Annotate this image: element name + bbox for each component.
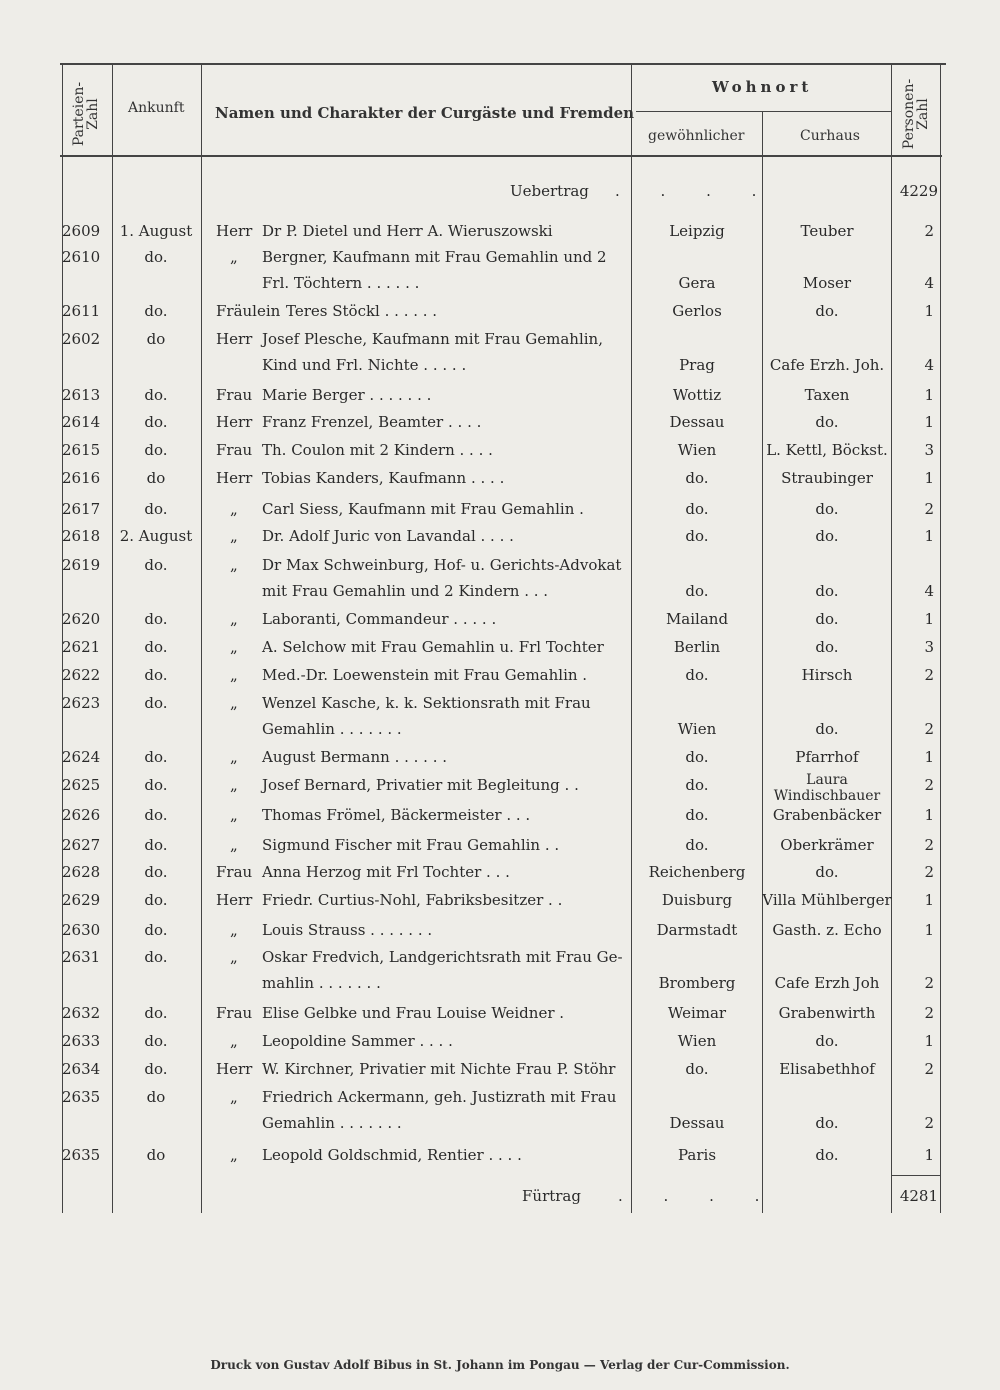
guest-title: Frau	[216, 386, 253, 404]
home-town: do.	[685, 666, 709, 684]
person-count: 1	[924, 527, 934, 545]
person-count: 1	[924, 469, 934, 487]
arrival-date: do.	[144, 666, 168, 684]
cure-house: do.	[815, 302, 839, 320]
header-gewoehnlicher: gewöhnlicher	[648, 128, 745, 144]
header-bottom-rule	[60, 155, 942, 157]
cure-house: Laura Windischbauer	[773, 772, 881, 804]
person-count: 2	[924, 776, 934, 794]
top-rule	[60, 63, 946, 65]
person-count: 2	[924, 836, 934, 854]
person-count: 2	[924, 1060, 934, 1078]
party-number: 2602	[62, 330, 101, 348]
cure-house: Elisabethhof	[779, 1060, 875, 1078]
guest-name-line1: Elise Gelbke und Frau Louise Weidner .	[262, 1004, 565, 1022]
arrival-date: do.	[144, 921, 168, 939]
home-town: do.	[685, 748, 709, 766]
party-number: 2609	[62, 222, 101, 240]
person-count: 4	[924, 356, 934, 374]
party-number: 2634	[62, 1060, 101, 1078]
person-count: 1	[924, 1032, 934, 1050]
guest-name-line1: Oskar Fredvich, Landgerichtsrath mit Frau Ge-	[262, 948, 623, 966]
arrival-date: do.	[144, 1004, 168, 1022]
home-town: do.	[685, 1060, 709, 1078]
header-ankunft: Ankunft	[128, 100, 185, 116]
party-number: 2630	[62, 921, 101, 939]
guest-name-line1: Dr. Adolf Juric von Lavandal . . . .	[262, 527, 514, 545]
cure-house: Pfarrhof	[795, 748, 859, 766]
guest-title: „	[230, 748, 238, 766]
home-town: Wien	[677, 441, 717, 459]
uebertrag-dots: . . . .	[615, 182, 775, 200]
guest-name-line1: Friedr. Curtius-Nohl, Fabriksbesitzer . .	[262, 891, 563, 909]
guest-name-line1: Dr P. Dietel und Herr A. Wieruszowski	[262, 222, 553, 240]
home-town: Wien	[677, 1032, 717, 1050]
cure-house: do.	[815, 527, 839, 545]
arrival-date: do.	[144, 1060, 168, 1078]
arrival-date: do.	[144, 413, 168, 431]
fuertrag-label: Fürtrag	[522, 1187, 581, 1205]
cure-house: Cafe Erzh Joh	[774, 974, 880, 992]
arrival-date: do.	[144, 748, 168, 766]
guest-name-line2: Gemahlin . . . . . . .	[262, 1114, 402, 1132]
arrival-date: do.	[144, 863, 168, 881]
party-number: 2625	[62, 776, 101, 794]
home-town: do.	[685, 527, 709, 545]
arrival-date: do	[146, 1146, 166, 1164]
header-namen: Namen und Charakter der Curgäste und Fremden	[215, 104, 635, 122]
cure-house: do.	[815, 582, 839, 600]
arrival-date: do.	[144, 248, 168, 266]
party-number: 2627	[62, 836, 101, 854]
guest-title: „	[230, 248, 238, 266]
guest-name-line1: Franz Frenzel, Beamter . . . .	[262, 413, 482, 431]
guest-title: „	[230, 948, 238, 966]
arrival-date: do.	[144, 302, 168, 320]
home-town: Berlin	[673, 638, 721, 656]
uebertrag-total: 4229	[899, 182, 938, 200]
cure-house: Grabenbäcker	[772, 806, 882, 824]
guest-title: Herr	[216, 330, 253, 348]
arrival-date: do	[146, 330, 166, 348]
person-count: 1	[924, 921, 934, 939]
home-town: Prag	[679, 356, 715, 374]
guest-name-line1: Thomas Frömel, Bäckermeister . . .	[262, 806, 531, 824]
guest-title: Herr	[216, 469, 253, 487]
guest-title: Herr	[216, 222, 253, 240]
home-town: do.	[685, 469, 709, 487]
party-number: 2622	[62, 666, 101, 684]
arrival-date: do.	[144, 806, 168, 824]
cure-house: Grabenwirth	[778, 1004, 876, 1022]
arrival-date: 2. August	[119, 527, 193, 545]
arrival-date: do.	[144, 948, 168, 966]
guest-name-line1: Teres Stöckl . . . . . .	[286, 302, 438, 320]
guest-name-line1: Wenzel Kasche, k. k. Sektionsrath mit Frau	[262, 694, 591, 712]
person-count: 4	[924, 274, 934, 292]
cure-house: do.	[815, 500, 839, 518]
cure-house: Cafe Erzh. Joh.	[769, 356, 885, 374]
home-town: Weimar	[667, 1004, 727, 1022]
person-count: 2	[924, 863, 934, 881]
cure-house: Moser	[802, 274, 852, 292]
cure-house: do.	[815, 610, 839, 628]
party-number: 2621	[62, 638, 101, 656]
home-town: Mailand	[665, 610, 729, 628]
wohnort-rule	[636, 111, 892, 112]
guest-name-line1: Leopold Goldschmid, Rentier . . . .	[262, 1146, 522, 1164]
guest-name-line1: Louis Strauss . . . . . . .	[262, 921, 433, 939]
arrival-date: do.	[144, 836, 168, 854]
home-town: Bromberg	[658, 974, 736, 992]
fuertrag-dots: . . . .	[618, 1187, 778, 1205]
guest-title: „	[230, 921, 238, 939]
guest-name-line2: Frl. Töchtern . . . . . .	[262, 274, 420, 292]
cure-house: do.	[815, 863, 839, 881]
guest-name-line1: Josef Plesche, Kaufmann mit Frau Gemahlin,	[262, 330, 603, 348]
guest-title: „	[230, 1146, 238, 1164]
home-town: Leipzig	[669, 222, 725, 240]
guest-name-line1: Josef Bernard, Privatier mit Begleitung . .	[262, 776, 579, 794]
party-number: 2614	[62, 413, 101, 431]
arrival-date: do	[146, 469, 166, 487]
home-town: Gerlos	[672, 302, 722, 320]
home-town: Dessau	[669, 413, 725, 431]
home-town: do.	[685, 776, 709, 794]
arrival-date: do	[146, 1088, 166, 1106]
arrival-date: do.	[144, 1032, 168, 1050]
party-number: 2610	[62, 248, 101, 266]
party-number: 2626	[62, 806, 101, 824]
home-town: do.	[685, 500, 709, 518]
party-number: 2635	[62, 1088, 101, 1106]
cure-house: Gasth. z. Echo	[772, 921, 882, 939]
cure-house: do.	[815, 1114, 839, 1132]
guest-name-line2: Kind und Frl. Nichte . . . . .	[262, 356, 467, 374]
arrival-date: 1. August	[119, 222, 193, 240]
person-count: 1	[924, 1146, 934, 1164]
party-number: 2635	[62, 1146, 101, 1164]
person-count: 2	[924, 500, 934, 518]
party-number: 2617	[62, 500, 101, 518]
arrival-date: do.	[144, 500, 168, 518]
guest-title: Fräulein	[216, 302, 281, 320]
person-count: 2	[924, 974, 934, 992]
cure-house: Hirsch	[801, 666, 853, 684]
guest-name-line1: Laboranti, Commandeur . . . . .	[262, 610, 497, 628]
person-count: 1	[924, 748, 934, 766]
header-curhaus: Curhaus	[800, 128, 860, 144]
guest-name-line1: Bergner, Kaufmann mit Frau Gemahlin und 2	[262, 248, 607, 266]
cure-house: Straubinger	[781, 469, 873, 487]
col-line-7	[940, 63, 941, 1213]
guest-title: „	[230, 806, 238, 824]
arrival-date: do.	[144, 386, 168, 404]
printer-footer: Druck von Gustav Adolf Bibus in St. Johann im Pongau — Verlag der Cur-Commission.	[210, 1358, 790, 1372]
party-number: 2629	[62, 891, 101, 909]
guest-title: Herr	[216, 413, 253, 431]
sum-rule-top	[891, 1175, 940, 1176]
guest-title: Herr	[216, 891, 253, 909]
home-town: do.	[685, 582, 709, 600]
col-line-3	[201, 63, 202, 1213]
guest-title: Herr	[216, 1060, 253, 1078]
person-count: 4	[924, 582, 934, 600]
person-count: 1	[924, 302, 934, 320]
header-wohnort: Wohnort	[712, 78, 813, 96]
guest-title: „	[230, 1088, 238, 1106]
guest-title: „	[230, 638, 238, 656]
cure-house: Villa Mühlberger	[762, 891, 892, 909]
cure-house: Taxen	[804, 386, 850, 404]
arrival-date: do.	[144, 556, 168, 574]
cure-house: do.	[815, 638, 839, 656]
guest-title: „	[230, 527, 238, 545]
home-town: Duisburg	[661, 891, 733, 909]
person-count: 1	[924, 891, 934, 909]
guest-name-line2: mahlin . . . . . . .	[262, 974, 381, 992]
person-count: 2	[924, 720, 934, 738]
guest-name-line1: Friedrich Ackermann, geh. Justizrath mit Frau	[262, 1088, 617, 1106]
guest-name-line1: Carl Siess, Kaufmann mit Frau Gemahlin .	[262, 500, 584, 518]
home-town: Paris	[677, 1146, 717, 1164]
person-count: 1	[924, 386, 934, 404]
person-count: 3	[924, 638, 934, 656]
guest-name-line1: Leopoldine Sammer . . . .	[262, 1032, 453, 1050]
arrival-date: do.	[144, 891, 168, 909]
arrival-date: do.	[144, 638, 168, 656]
uebertrag-label: Uebertrag	[510, 182, 589, 200]
guest-title: „	[230, 776, 238, 794]
guest-name-line1: August Bermann . . . . . .	[262, 748, 448, 766]
party-number: 2613	[62, 386, 101, 404]
guest-title: „	[230, 1032, 238, 1050]
home-town: do.	[685, 836, 709, 854]
person-count: 3	[924, 441, 934, 459]
party-number: 2619	[62, 556, 101, 574]
home-town: Reichenberg	[648, 863, 746, 881]
guest-name-line1: A. Selchow mit Frau Gemahlin u. Frl Tochter	[262, 638, 604, 656]
person-count: 1	[924, 806, 934, 824]
guest-title: „	[230, 556, 238, 574]
cure-house: do.	[815, 1032, 839, 1050]
header-personen: Personen- Zahl	[901, 78, 931, 150]
party-number: 2616	[62, 469, 101, 487]
cure-house: do.	[815, 1146, 839, 1164]
guest-name-line1: Marie Berger . . . . . . .	[262, 386, 432, 404]
party-number: 2618	[62, 527, 101, 545]
party-number: 2632	[62, 1004, 101, 1022]
arrival-date: do.	[144, 441, 168, 459]
arrival-date: do.	[144, 694, 168, 712]
party-number: 2620	[62, 610, 101, 628]
home-town: Dessau	[669, 1114, 725, 1132]
party-number: 2633	[62, 1032, 101, 1050]
cure-house: Oberkrämer	[780, 836, 874, 854]
home-town: do.	[685, 806, 709, 824]
cure-house: do.	[815, 720, 839, 738]
home-town: Gera	[678, 274, 716, 292]
header-parteien: Parteien- Zahl	[71, 81, 101, 147]
guest-name-line1: Tobias Kanders, Kaufmann . . . .	[262, 469, 505, 487]
party-number: 2623	[62, 694, 101, 712]
arrival-date: do.	[144, 776, 168, 794]
guest-name-line1: W. Kirchner, Privatier mit Nichte Frau P. Stöhr	[262, 1060, 616, 1078]
guest-name-line2: mit Frau Gemahlin und 2 Kindern . . .	[262, 582, 549, 600]
cure-house: Teuber	[800, 222, 854, 240]
guest-title: Frau	[216, 863, 253, 881]
party-number: 2631	[62, 948, 101, 966]
cure-house: do.	[815, 413, 839, 431]
party-number: 2628	[62, 863, 101, 881]
person-count: 2	[924, 222, 934, 240]
guest-title: „	[230, 694, 238, 712]
person-count: 2	[924, 1114, 934, 1132]
guest-title: „	[230, 666, 238, 684]
guest-title: „	[230, 500, 238, 518]
guest-title: „	[230, 836, 238, 854]
guest-name-line1: Dr Max Schweinburg, Hof- u. Gerichts-Advokat	[262, 556, 622, 574]
home-town: Wottiz	[672, 386, 722, 404]
guest-title: Frau	[216, 1004, 253, 1022]
home-town: Wien	[677, 720, 717, 738]
home-town: Darmstadt	[656, 921, 738, 939]
cure-house: L. Kettl, Böckst.	[766, 441, 888, 459]
guest-name-line1: Sigmund Fischer mit Frau Gemahlin . .	[262, 836, 560, 854]
guest-title: „	[230, 610, 238, 628]
guest-name-line1: Med.-Dr. Loewenstein mit Frau Gemahlin .	[262, 666, 588, 684]
arrival-date: do.	[144, 610, 168, 628]
person-count: 1	[924, 413, 934, 431]
guest-name-line2: Gemahlin . . . . . . .	[262, 720, 402, 738]
guest-name-line1: Th. Coulon mit 2 Kindern . . . .	[262, 441, 493, 459]
guest-name-line1: Anna Herzog mit Frl Tochter . . .	[262, 863, 510, 881]
person-count: 1	[924, 610, 934, 628]
person-count: 2	[924, 666, 934, 684]
guest-title: Frau	[216, 441, 253, 459]
fuertrag-total: 4281	[899, 1187, 938, 1205]
party-number: 2611	[62, 302, 101, 320]
person-count: 2	[924, 1004, 934, 1022]
party-number: 2624	[62, 748, 101, 766]
party-number: 2615	[62, 441, 101, 459]
